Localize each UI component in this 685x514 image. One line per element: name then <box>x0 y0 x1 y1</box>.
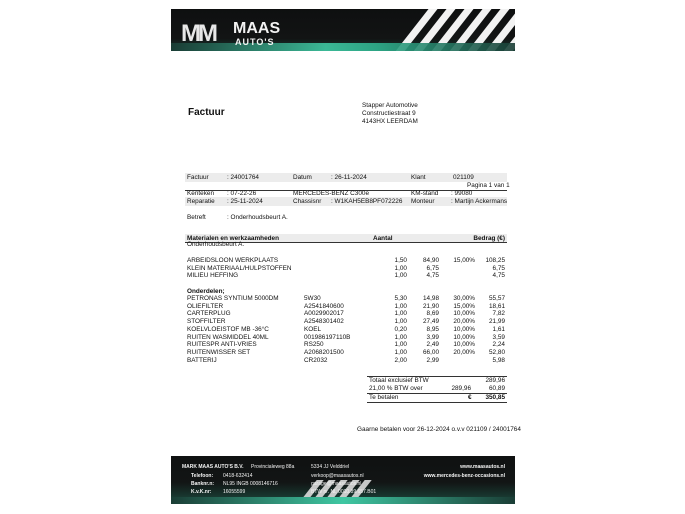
table-cell-disc: 10,00% <box>453 310 475 318</box>
table-cell-desc: STOFFILTER <box>187 318 226 326</box>
logo-mark: MM <box>181 20 215 47</box>
datum-value: : 26-11-2024 <box>331 174 367 181</box>
table-cell-code: CR2032 <box>304 356 328 364</box>
table-cell-amount: 1,61 <box>492 325 505 333</box>
footer-tel: 0418-632414 <box>223 473 253 479</box>
table-cell-disc: 20,00% <box>453 318 475 326</box>
table-cell-code: RS250 <box>304 341 324 349</box>
table-cell-price: 27,49 <box>423 318 439 326</box>
totals-rule-bottom <box>367 402 507 403</box>
pay-value: 350,85 <box>485 394 505 401</box>
table-cell-qty: 1,00 <box>394 341 407 349</box>
footer-btw: BTW nr. NL 0010.89.657.B01 <box>311 489 377 495</box>
footer-bank: NL95 INGB 0008146716 <box>223 481 278 487</box>
table-header-desc: Materialen en werkzaamheden <box>187 235 279 242</box>
table-cell-amount: 5,98 <box>492 356 505 364</box>
table-cell-amount: 52,80 <box>489 348 505 356</box>
km-label: KM-stand <box>411 190 439 197</box>
klant-value: 021109 <box>453 174 474 181</box>
table-cell-amount: 108,25 <box>485 257 505 264</box>
table-header-qty: Aantal <box>373 235 393 242</box>
table-cell-disc: 10,00% <box>453 325 475 333</box>
footer-kvk-label: K.v.K.nr: <box>191 489 212 495</box>
table-cell-qty: 2,00 <box>394 356 407 364</box>
table-cell-qty: 1,00 <box>394 318 407 326</box>
table-cell-desc: PETRONAS SYNTIUM 5000DM <box>187 295 279 302</box>
monteur-label: Monteur <box>411 198 435 205</box>
table-cell-price: 2,49 <box>426 341 439 349</box>
kenteken-label: Kenteken <box>187 190 215 197</box>
footer-web1[interactable]: www.maasautos.nl <box>460 464 505 470</box>
table-cell-code: 001986197110B <box>304 333 351 341</box>
page-number: Pagina 1 van 1 <box>467 182 510 189</box>
km-value: : 99080 <box>451 190 473 197</box>
pay-label: Te betalen <box>369 394 399 401</box>
table-cell-price: 8,69 <box>426 310 439 318</box>
table-cell-desc: OLIEFILTER <box>187 302 224 310</box>
vehicle-model: MERCEDES-BENZ C300e <box>293 190 369 197</box>
table-cell-amount: 3,59 <box>492 333 505 341</box>
table-cell-amount: 21,99 <box>489 318 505 326</box>
table-cell-disc: 10,00% <box>453 341 475 349</box>
header-banner <box>171 9 515 51</box>
table-header-amount: Bedrag (€) <box>473 235 505 242</box>
table-cell-disc: 10,00% <box>453 333 475 341</box>
table-cell-amount: 2,24 <box>492 341 505 349</box>
company-city: 4143HX LEERDAM <box>362 118 418 125</box>
chassis-value: : W1KAH5EB8PF072226 <box>331 198 403 205</box>
footer-kvk: 16055599 <box>223 489 246 495</box>
logo-text-maas: MAAS <box>233 20 281 37</box>
table-cell-amount: 4,75 <box>492 272 505 280</box>
btw-base: 289,96 <box>451 385 471 392</box>
btw-label: 21,00 % BTW over <box>369 385 423 392</box>
table-cell-code: A2068201500 <box>304 348 344 356</box>
parts-heading: Onderdelen; <box>187 288 225 295</box>
table-cell-price: 4,75 <box>426 272 439 280</box>
table-cell-disc: 15,00% <box>453 257 475 264</box>
footer-web2[interactable]: www.mercedes-benz-occasions.nl <box>423 473 505 479</box>
pay-currency: € <box>468 394 472 401</box>
table-cell-qty: 1,00 <box>394 348 407 356</box>
table-cell-desc: BATTERIJ <box>187 356 217 364</box>
betreft-label: Betreft <box>187 214 206 221</box>
factuur-value: : 24001764 <box>227 174 259 181</box>
table-cell-qty: 1,00 <box>394 302 407 310</box>
total-excl-value: 289,96 <box>485 377 505 384</box>
total-excl-label: Totaal exclusief BTW <box>369 377 429 384</box>
table-cell-amount: 18,61 <box>489 302 505 310</box>
table-cell-desc: RUITEN WASMIDDEL 40ML <box>187 333 269 341</box>
table-cell-amount: 55,57 <box>489 295 505 302</box>
table-cell-amount: 6,75 <box>492 264 505 272</box>
monteur-value: : Martijn Ackermans <box>451 198 508 205</box>
factuur-label: Factuur <box>187 174 209 181</box>
reparatie-label: Reparatie <box>187 198 215 205</box>
kenteken-value: : 07-22-26 <box>227 190 257 197</box>
table-cell-price: 2,99 <box>426 356 439 364</box>
table-cell-amount: 7,82 <box>492 310 505 318</box>
page-title: Factuur <box>188 107 225 118</box>
table-cell-price: 8,95 <box>426 325 439 333</box>
chassis-label: Chassisnr <box>293 198 322 205</box>
table-cell-price: 3,99 <box>426 333 439 341</box>
table-cell-price: 21,90 <box>423 302 439 310</box>
table-cell-code: A0029902017 <box>304 310 344 318</box>
table-cell-price: 14,98 <box>423 295 439 302</box>
table-subtitle: Onderhoudsbeurt A. <box>187 241 245 248</box>
reparatie-value: : 25-11-2024 <box>227 198 263 205</box>
table-cell-qty: 1,00 <box>394 333 407 341</box>
table-cell-desc: RUITENWISSER SET <box>187 348 251 356</box>
table-cell-code: A2541840600 <box>304 302 344 310</box>
table-cell-desc: ARBEIDSLOON WERKPLAATS <box>187 257 279 264</box>
table-cell-code: KOEL <box>304 325 322 333</box>
footer-mail2[interactable]: garage@maasautos.nl <box>311 481 362 487</box>
table-cell-disc: 20,00% <box>453 348 475 356</box>
footer-tel-label: Telefoon: <box>191 473 214 479</box>
table-cell-desc: RUITESPR ANTI-VRIES <box>187 341 257 349</box>
table-cell-desc: MILIEU HEFFING <box>187 272 239 280</box>
footer-address2: 5334 JJ Velddriel <box>311 464 350 470</box>
payment-note: Gaarne betalen voor 26-12-2024 o.v.v 021109 / 24001764 <box>357 426 521 433</box>
table-cell-qty: 1,50 <box>394 257 407 264</box>
table-cell-code: A2548301402 <box>304 318 344 326</box>
footer <box>171 456 515 504</box>
table-cell-qty: 0,20 <box>394 325 407 333</box>
table-cell-price: 6,75 <box>426 264 439 272</box>
table-cell-qty: 1,00 <box>394 272 407 280</box>
invoice-page <box>171 0 521 514</box>
table-cell-qty: 5,30 <box>394 295 407 302</box>
footer-bank-label: Banknr.n: <box>191 481 215 487</box>
btw-value: 60,89 <box>489 385 505 392</box>
table-cell-code: 5W30 <box>304 295 321 302</box>
logo-text-autos: AUTO'S <box>235 37 275 47</box>
table-cell-disc: 15,00% <box>453 302 475 310</box>
footer-mail1[interactable]: verkoop@maasautos.nl <box>311 473 364 479</box>
betreft-value: : Onderhoudsbeurt A. <box>227 214 288 221</box>
datum-label: Datum <box>293 174 312 181</box>
table-cell-disc: 30,00% <box>453 295 475 302</box>
table-cell-desc: KLEIN MATERIAAL/HULPSTOFFEN <box>187 264 292 272</box>
table-cell-qty: 1,00 <box>394 264 407 272</box>
table-cell-price: 66,00 <box>423 348 439 356</box>
table-cell-desc: KOELVLOEISTOF MB -36°C <box>187 325 269 333</box>
company-street: Constructiestraat 9 <box>362 110 416 117</box>
company-name: Stapper Automotive <box>362 102 418 109</box>
table-cell-desc: CARTERPLUG <box>187 310 231 318</box>
table-cell-price: 84,90 <box>423 257 439 264</box>
footer-address1: Provincialeweg 88a <box>251 464 295 470</box>
klant-label: Klant <box>411 174 426 181</box>
footer-company: MARK MAAS AUTO'S B.V. <box>182 464 244 470</box>
table-cell-qty: 1,00 <box>394 310 407 318</box>
